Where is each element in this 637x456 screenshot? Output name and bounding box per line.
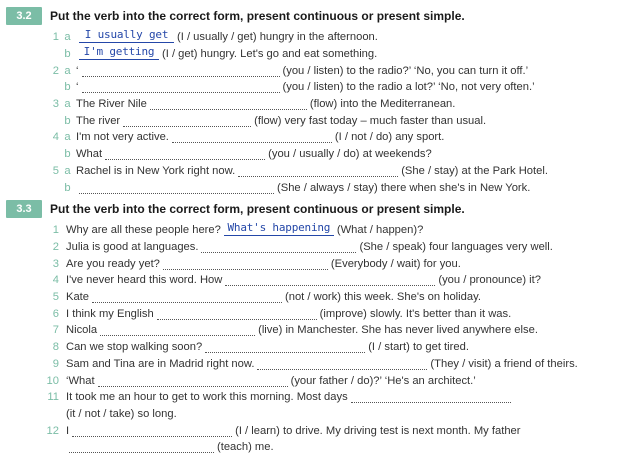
prompt-text: Kate	[66, 291, 90, 304]
cue-text: (flow) into the Mediterranean.	[309, 98, 456, 111]
answer-blank[interactable]	[69, 441, 214, 453]
cue-text: (What / happen)?	[336, 224, 424, 237]
cue-text: (Everybody / wait) for you.	[330, 257, 461, 270]
prompt-text: (it / not / take) so long.	[66, 407, 177, 420]
item-number: 8	[52, 341, 59, 354]
exercise-line	[0, 79, 637, 96]
answer-blank[interactable]	[82, 65, 280, 77]
prompt-text: Rachel is in New York right now.	[76, 164, 236, 177]
answer-blank[interactable]	[98, 375, 288, 387]
cue-text: (They / visit) a friend of theirs.	[430, 357, 578, 370]
exercise-line	[0, 406, 637, 423]
prompt-text: Julia is good at languages.	[66, 241, 199, 254]
cue-text: (I / start) to get tired.	[368, 341, 469, 354]
cue-text: (I / usually / get) hungry in the afternoon.	[177, 31, 378, 44]
answer-blank[interactable]	[157, 308, 317, 320]
prompt-text: Can we stop walking soon?	[66, 341, 203, 354]
prompt-text: What	[76, 148, 103, 161]
cue-text: (not / work) this week. She's on holiday.	[285, 291, 481, 304]
item-letter: b	[64, 81, 71, 94]
prompt-text: ‘	[76, 81, 79, 94]
answer-blank[interactable]	[351, 391, 511, 403]
answer-blank[interactable]	[105, 148, 265, 160]
exercise-header	[0, 6, 637, 26]
item-number: 12	[46, 424, 59, 437]
exercise-line	[0, 255, 637, 272]
answer-blank[interactable]	[72, 425, 232, 437]
answer-blank[interactable]	[79, 28, 174, 43]
answer-blank[interactable]	[92, 291, 282, 303]
answer-blank[interactable]	[82, 81, 280, 93]
exercise-line	[0, 289, 637, 306]
exercise-line	[0, 222, 637, 239]
exercise-line	[0, 339, 637, 356]
exercise-lines	[0, 29, 637, 196]
item-number: 1	[52, 224, 59, 237]
exercise-line	[0, 46, 637, 63]
answer-blank[interactable]	[201, 241, 356, 253]
exercise-line	[0, 322, 637, 339]
item-number: 4	[52, 274, 59, 287]
prompt-text: ‘	[76, 64, 79, 77]
cue-text: (you / listen) to the radio a lot?’ ‘No, not very often.’	[282, 81, 535, 94]
prompt-text: I'm not very active.	[76, 131, 169, 144]
cue-text: (your father / do)?’ ‘He's an architect.’	[290, 374, 476, 387]
prompt-text: The River Nile	[76, 98, 147, 111]
answer-blank[interactable]	[257, 358, 427, 370]
prompt-text: It took me an hour to get to work this morning. Most days	[66, 391, 348, 404]
exercise-line	[0, 179, 637, 196]
cue-text: (flow) very fast today – much faster than usual.	[254, 114, 487, 127]
exercise-instructions: Put the verb into the correct form, present continuous or present simple.	[50, 9, 465, 23]
prompt-text: I	[66, 424, 70, 437]
handwritten-answer: I'm getting	[83, 45, 155, 59]
item-letter: b	[64, 148, 71, 161]
item-number: 6	[52, 307, 59, 320]
cue-text: (I / not / do) any sport.	[334, 131, 445, 144]
prompt-text: Why are all these people here?	[66, 224, 221, 237]
cue-text: (She / always / stay) there when she's in New York.	[277, 181, 531, 194]
item-number: 5	[52, 164, 59, 177]
prompt-text: I've never heard this word. How	[66, 274, 223, 287]
cue-text: (She / stay) at the Park Hotel.	[401, 164, 548, 177]
exercise-line	[0, 372, 637, 389]
answer-blank[interactable]	[225, 274, 435, 286]
answer-blank[interactable]	[163, 258, 328, 270]
prompt-text: I think my English	[66, 307, 154, 320]
cue-text: (live) in Manchester. She has never lived anywhere else.	[258, 324, 538, 337]
exercise-line	[0, 29, 637, 46]
cue-text: (improve) slowly. It's better than it was.	[319, 307, 512, 320]
item-number: 4	[52, 131, 59, 144]
cue-text: (you / listen) to the radio?’ ‘No, you can turn it off.’	[282, 64, 529, 77]
item-number: 10	[46, 374, 59, 387]
prompt-text: Nicola	[66, 324, 98, 337]
answer-blank[interactable]	[172, 131, 332, 143]
cue-text: (She / speak) four languages very well.	[359, 241, 553, 254]
item-letter: a	[64, 164, 71, 177]
answer-blank[interactable]	[100, 324, 255, 336]
cue-text: (teach) me.	[217, 441, 274, 454]
item-number: 7	[52, 324, 59, 337]
item-number: 9	[52, 357, 59, 370]
exercise-3-3	[0, 199, 637, 456]
exercise-line	[0, 62, 637, 79]
item-letter: b	[64, 114, 71, 127]
item-number: 11	[47, 391, 59, 404]
item-letter: a	[64, 131, 71, 144]
exercise-line	[0, 129, 637, 146]
handwritten-answer: I usually get	[84, 28, 169, 42]
prompt-text: ‘What	[66, 374, 95, 387]
exercise-line	[0, 356, 637, 373]
exercise-line	[0, 146, 637, 163]
exercise-line	[0, 239, 637, 256]
item-letter: a	[64, 31, 71, 44]
answer-blank[interactable]	[224, 221, 334, 236]
item-number: 1	[52, 31, 59, 44]
exercise-3-2	[0, 6, 637, 196]
exercise-line	[0, 163, 637, 180]
answer-blank[interactable]	[123, 115, 251, 127]
answer-blank[interactable]	[79, 45, 159, 60]
answer-blank[interactable]	[238, 165, 398, 177]
prompt-text: Sam and Tina are in Madrid right now.	[66, 357, 255, 370]
answer-blank[interactable]	[150, 98, 307, 110]
item-letter: a	[64, 98, 71, 111]
exercise-line	[0, 439, 637, 456]
item-number: 3	[52, 98, 59, 111]
item-number: 2	[52, 64, 59, 77]
exercise-number-badge: 3.2	[6, 7, 42, 25]
handwritten-answer: What's happening	[227, 221, 331, 235]
item-letter: b	[64, 48, 71, 61]
exercise-line	[0, 389, 637, 406]
item-number: 3	[52, 257, 59, 270]
exercise-line	[0, 305, 637, 322]
exercise-line	[0, 112, 637, 129]
cue-text: (I / learn) to drive. My driving test is next month. My father	[235, 424, 521, 437]
exercise-lines	[0, 222, 637, 456]
cue-text: (you / usually / do) at weekends?	[268, 148, 432, 161]
answer-blank[interactable]	[79, 182, 274, 194]
cue-text: (you / pronounce) it?	[438, 274, 541, 287]
exercise-line	[0, 272, 637, 289]
exercise-line	[0, 422, 637, 439]
item-number: 2	[52, 241, 59, 254]
exercise-line	[0, 96, 637, 113]
item-number: 5	[52, 291, 59, 304]
answer-blank[interactable]	[205, 341, 365, 353]
exercise-header	[0, 199, 637, 219]
item-letter: a	[64, 64, 71, 77]
cue-text: (I / get) hungry. Let's go and eat something.	[162, 48, 378, 61]
item-letter: b	[64, 181, 71, 194]
exercise-instructions: Put the verb into the correct form, present continuous or present simple.	[50, 202, 465, 216]
prompt-text: Are you ready yet?	[66, 257, 160, 270]
prompt-text: The river	[76, 114, 121, 127]
exercise-number-badge: 3.3	[6, 200, 42, 218]
